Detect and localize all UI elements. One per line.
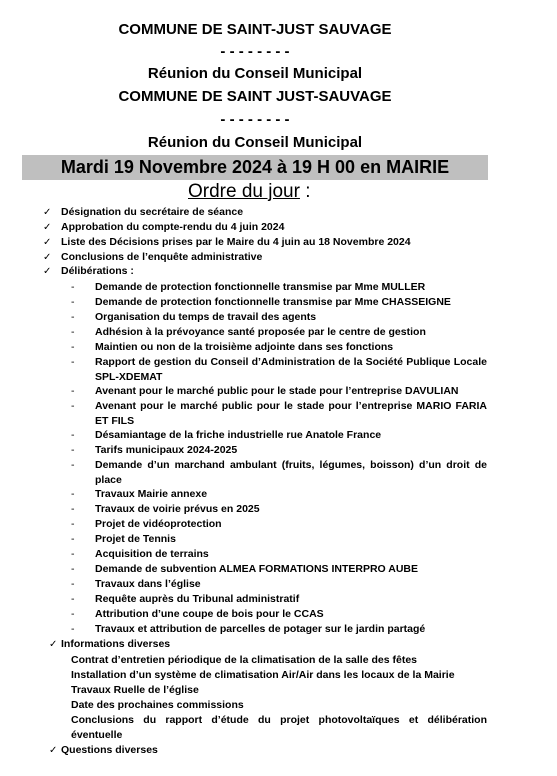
information-item: Installation d’un système de climatisation Air/Air dans les locaux de la Mairie xyxy=(71,669,455,681)
dash-bullet: - xyxy=(71,429,75,441)
dash-bullet: - xyxy=(71,548,75,560)
dash-bullet: - xyxy=(71,533,75,545)
header-separator-1: - - - - - - - - xyxy=(220,43,290,60)
dash-bullet: - xyxy=(71,593,75,605)
dash-bullet: - xyxy=(71,608,75,620)
section-title-questions: Questions diverses xyxy=(61,744,158,756)
ordre-title-colon: : xyxy=(299,181,311,202)
deliberation-item: Avenant pour le marché public pour le stade pour l’entreprise MARIO FARIA ET FILS xyxy=(95,400,487,427)
agenda-item: Désignation du secrétaire de séance xyxy=(61,206,244,218)
information-item: Conclusions du rapport d’étude du projet photovoltaïques et délibération éventuelle xyxy=(71,714,487,741)
header-commune-1: COMMUNE DE SAINT-JUST SAUVAGE xyxy=(118,21,392,38)
check-icon: ✓ xyxy=(49,745,58,756)
dash-bullet: - xyxy=(71,563,75,575)
deliberation-item: Projet de Tennis xyxy=(95,533,176,545)
information-item: Contrat d’entretien périodique de la climatisation de la salle des fêtes xyxy=(71,654,418,666)
dash-bullet: - xyxy=(71,518,75,530)
header-meeting-2: Réunion du Conseil Municipal xyxy=(147,134,363,151)
deliberation-item: Demande d’un marchand ambulant (fruits, légumes, boisson) d’un droit de place xyxy=(95,459,487,486)
date-banner: Mardi 19 Novembre 2024 à 19 H 00 en MAIRIE xyxy=(22,155,488,180)
dash-bullet: - xyxy=(71,281,75,293)
information-item: Date des prochaines commissions xyxy=(71,699,244,711)
ordre-du-jour-title xyxy=(188,181,311,203)
dash-bullet: - xyxy=(71,341,75,353)
dash-bullet: - xyxy=(71,356,75,368)
header-meeting-1: Réunion du Conseil Municipal xyxy=(147,65,363,82)
dash-bullet: - xyxy=(71,296,75,308)
deliberation-item: Demande de subvention ALMEA FORMATIONS INTERPRO AUBE xyxy=(95,563,418,575)
dash-bullet: - xyxy=(71,503,75,515)
dash-bullet: - xyxy=(71,444,75,456)
deliberation-item: Maintien ou non de la troisième adjointe dans ses fonctions xyxy=(95,341,394,353)
agenda-item: Conclusions de l’enquête administrative xyxy=(61,251,263,263)
deliberation-item: Acquisition de terrains xyxy=(95,548,209,560)
deliberation-item: Rapport de gestion du Conseil d’Administration de la Société Publique Locale SPL-XDEMAT xyxy=(95,356,487,383)
deliberation-item: Travaux et attribution de parcelles de potager sur le jardin partagé xyxy=(95,623,426,635)
section-title-informations: Informations diverses xyxy=(61,638,171,650)
dash-bullet: - xyxy=(71,326,75,338)
deliberation-item: Organisation du temps de travail des agents xyxy=(95,311,317,323)
check-icon: ✓ xyxy=(43,237,52,248)
information-item: Travaux Ruelle de l’église xyxy=(71,684,199,696)
agenda-item: Délibérations : xyxy=(61,265,134,277)
dash-bullet: - xyxy=(71,459,75,471)
dash-bullet: - xyxy=(71,400,75,412)
deliberation-item: Avenant pour le marché public pour le stade pour l’entreprise DAVULIAN xyxy=(95,385,459,397)
deliberation-item: Travaux dans l’église xyxy=(95,578,201,590)
deliberation-item: Requête auprès du Tribunal administratif xyxy=(95,593,300,605)
check-icon: ✓ xyxy=(49,639,58,650)
deliberation-item: Travaux Mairie annexe xyxy=(95,488,208,500)
deliberation-item: Projet de vidéoprotection xyxy=(95,518,222,530)
ordre-title-text: Ordre du jour xyxy=(188,181,300,202)
header-commune-2: COMMUNE DE SAINT JUST-SAUVAGE xyxy=(118,88,392,105)
deliberation-item: Demande de protection fonctionnelle transmise par Mme MULLER xyxy=(95,281,426,293)
check-icon: ✓ xyxy=(43,207,52,218)
deliberation-item: Travaux de voirie prévus en 2025 xyxy=(95,503,260,515)
check-icon: ✓ xyxy=(43,266,52,277)
dash-bullet: - xyxy=(71,311,75,323)
dash-bullet: - xyxy=(71,623,75,635)
agenda-item: Approbation du compte-rendu du 4 juin 2024 xyxy=(61,221,285,233)
dash-bullet: - xyxy=(71,578,75,590)
deliberation-item: Attribution d’une coupe de bois pour le CCAS xyxy=(95,608,324,620)
check-icon: ✓ xyxy=(43,252,52,263)
dash-bullet: - xyxy=(71,488,75,500)
deliberation-item: Désamiantage de la friche industrielle rue Anatole France xyxy=(95,429,382,441)
deliberation-item: Adhésion à la prévoyance santé proposée par le centre de gestion xyxy=(95,326,426,338)
dash-bullet: - xyxy=(71,385,75,397)
header-separator-2: - - - - - - - - xyxy=(220,111,290,128)
check-icon: ✓ xyxy=(43,222,52,233)
deliberation-item: Demande de protection fonctionnelle transmise par Mme CHASSEIGNE xyxy=(95,296,451,308)
agenda-item: Liste des Décisions prises par le Maire du 4 juin au 18 Novembre 2024 xyxy=(61,236,411,248)
deliberation-item: Tarifs municipaux 2024-2025 xyxy=(95,444,238,456)
